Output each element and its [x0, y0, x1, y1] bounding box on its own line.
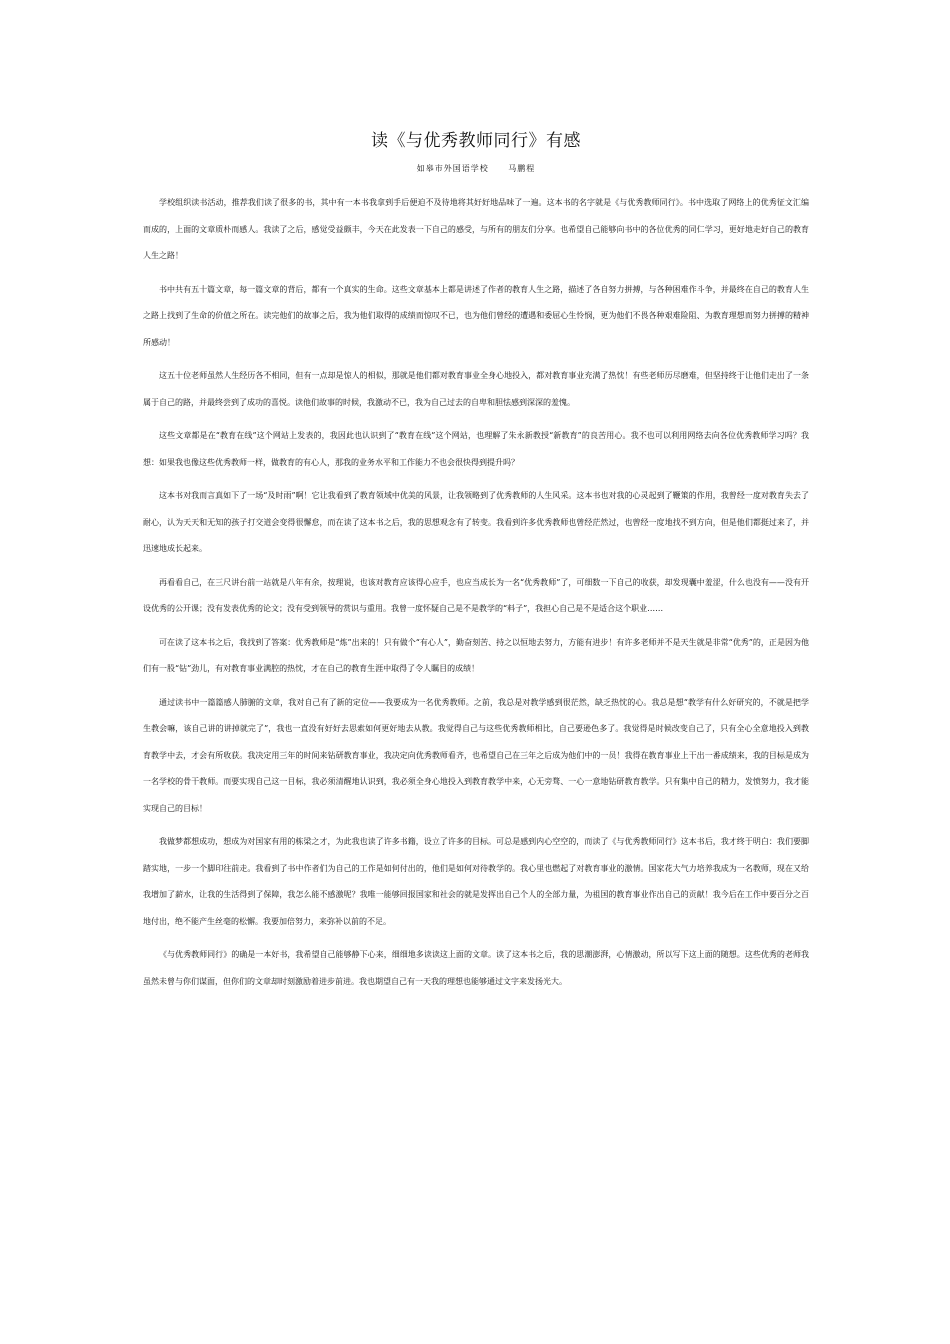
author-school: 如皋市外国语学校: [416, 164, 489, 173]
byline: [143, 162, 809, 176]
paragraph: 可在读了这本书之后，我找到了答案：优秀教师是“炼”出来的！只有做个“有心人”，勤奋刻苦、持之以恒地去努力，方能有进步！有许多老师并不是天生就是非常“优秀”的，正是因为他们有一股“钻”劲儿，有对教育事业满腔的热忱，才在自己的教育生涯中取得了令人瞩目的成绩！: [143, 637, 809, 673]
author-name: 马鹏程: [508, 164, 536, 173]
paragraph: 书中共有五十篇文章，每一篇文章的背后，都有一个真实的生命。这些文章基本上都是讲述了作者的教育人生之路，描述了各自努力拼搏，与各种困难作斗争，并最终在自己的教育人生之路上找到了生命的价值之所在。读完他们的故事之后，我为他们取得的成绩而惊叹不已，也为他们曾经的遭遇和委屈心生怜悯，更为他们不畏各种艰难险阻、为教育理想而努力拼搏的精神所感动！: [143, 284, 809, 347]
article-title: 读《与优秀教师同行》有感: [371, 131, 581, 151]
paragraph: 通过读书中一篇篇感人肺腑的文章，我对自己有了新的定位——我要成为一名优秀教师。之前，我总是对教学感到很茫然，缺乏热忱的心。我总是想“教学有什么好研究的，不就是把学生教会嘛，该自己讲的讲掉就完了”，我也一直没有好好去思索如何更好地去从教。我觉得自己与这些优秀教师相比，自己要逊色多了。我觉得是时候改变自己了，只有全心全意地投入到教育教学中去，才会有所收获。我决定用三年的时间来钻研教育事业，我决定向优秀教师看齐，也希望自己在三年之后成为他们中的一员！我得在教育事业上干出一番成绩来，我的目标是成为一名学校的骨干教师。而要实现自己这一目标，我必须清醒地认识到，我必须全身心地投入到教育教学中来，心无旁骛、一心一意地钻研教育教学。只有集中自己的精力，发愤努力，我才能实现自己的目标！: [143, 697, 809, 813]
paragraph: 学校组织读书活动，推荐我们读了很多的书，其中有一本书我拿到手后便迫不及待地将其好好地品味了一遍。这本书的名字就是《与优秀教师同行》。书中选取了网络上的优秀征文汇编而成的，上面的文章质朴而感人。我读了之后，感觉受益颇丰，今天在此发表一下自己的感受，与所有的朋友们分享。也希望自己能够向书中的各位优秀的同仁学习，更好地走好自己的教育人生之路！: [143, 198, 809, 260]
paragraph: 这些文章都是在“教育在线”这个网站上发表的，我因此也认识到了“教育在线”这个网站，也理解了朱永新教授“新教育”的良苦用心。我不也可以利用网络去向各位优秀教师学习吗？我想：如果我也像这些优秀教师一样，做教育的有心人，那我的业务水平和工作能力不也会很快得到提升吗？: [143, 431, 809, 467]
paragraph: 我做梦都想成功，想成为对国家有用的栋梁之才，为此我也读了许多书籍，设立了许多的目标。可总是感到内心空空的，而读了《与优秀教师同行》这本书后，我才终于明白：我们要脚踏实地，一步一个脚印往前走。我看到了书中作者们为自己的工作是如何付出的，他们是如何对待教学的。我心里也燃起了对教育事业的激情。国家花大气力培养我成为一名教师，现在又给我增加了薪水，让我的生活得到了保障，我怎么能不感激呢？我唯一能够回报国家和社会的就是发挥出自己个人的全部力量，为祖国的教育事业作出自己的贡献！我今后在工作中要百分之百地付出，绝不能产生丝毫的松懈。我要加倍努力，来弥补以前的不足。: [143, 837, 809, 926]
article-body: [143, 190, 809, 995]
paragraph: 再看看自己，在三尺讲台前一站就是八年有余，按理说，也该对教育应该得心应手，也应当成长为一名“优秀教师”了，可细数一下自己的收获，却发现囊中羞涩，什么也没有——没有开设优秀的公开课；没有发表优秀的论文；没有受到领导的赏识与重用。我曾一度怀疑自己是不是教学的“料子”，我担心自己是不是适合这个职业……: [143, 577, 809, 613]
paragraph: 这五十位老师虽然人生经历各不相同，但有一点却是惊人的相似，那就是他们都对教育事业全身心地投入，都对教育事业充满了热忱！有些老师历尽磨难，但坚持终于让他们走出了一条属于自己的路，并最终尝到了成功的喜悦。读他们故事的时候，我激动不已，我为自己过去的自卑和胆怯感到深深的羞愧。: [143, 371, 809, 407]
paragraph: 这本书对我而言真如下了一场“及时雨”啊！它让我看到了教育领域中优美的风景，让我领略到了优秀教师的人生风采。这本书也对我的心灵起到了鞭策的作用，我曾经一度对教育失去了耐心，认为天天和无知的孩子打交道会变得很懈怠，而在读了这本书之后，我的思想观念有了转变。我看到许多优秀教师也曾经茫然过，也曾经一度地找不到方向，但是他们都挺过来了，并迅速地成长起来。: [143, 491, 809, 553]
document-page: [143, 128, 809, 1002]
paragraph: 《与优秀教师同行》的确是一本好书，我希望自己能够静下心来，细细地多读读这上面的文章。读了这本书之后，我的思潮澎湃，心情激动，所以写下这上面的随想。这些优秀的老师我虽然未曾与你们谋面，但你们的文章却时刻激励着进步前进。我也期望自己有一天我的理想也能够通过文字来发扬光大。: [143, 950, 809, 986]
